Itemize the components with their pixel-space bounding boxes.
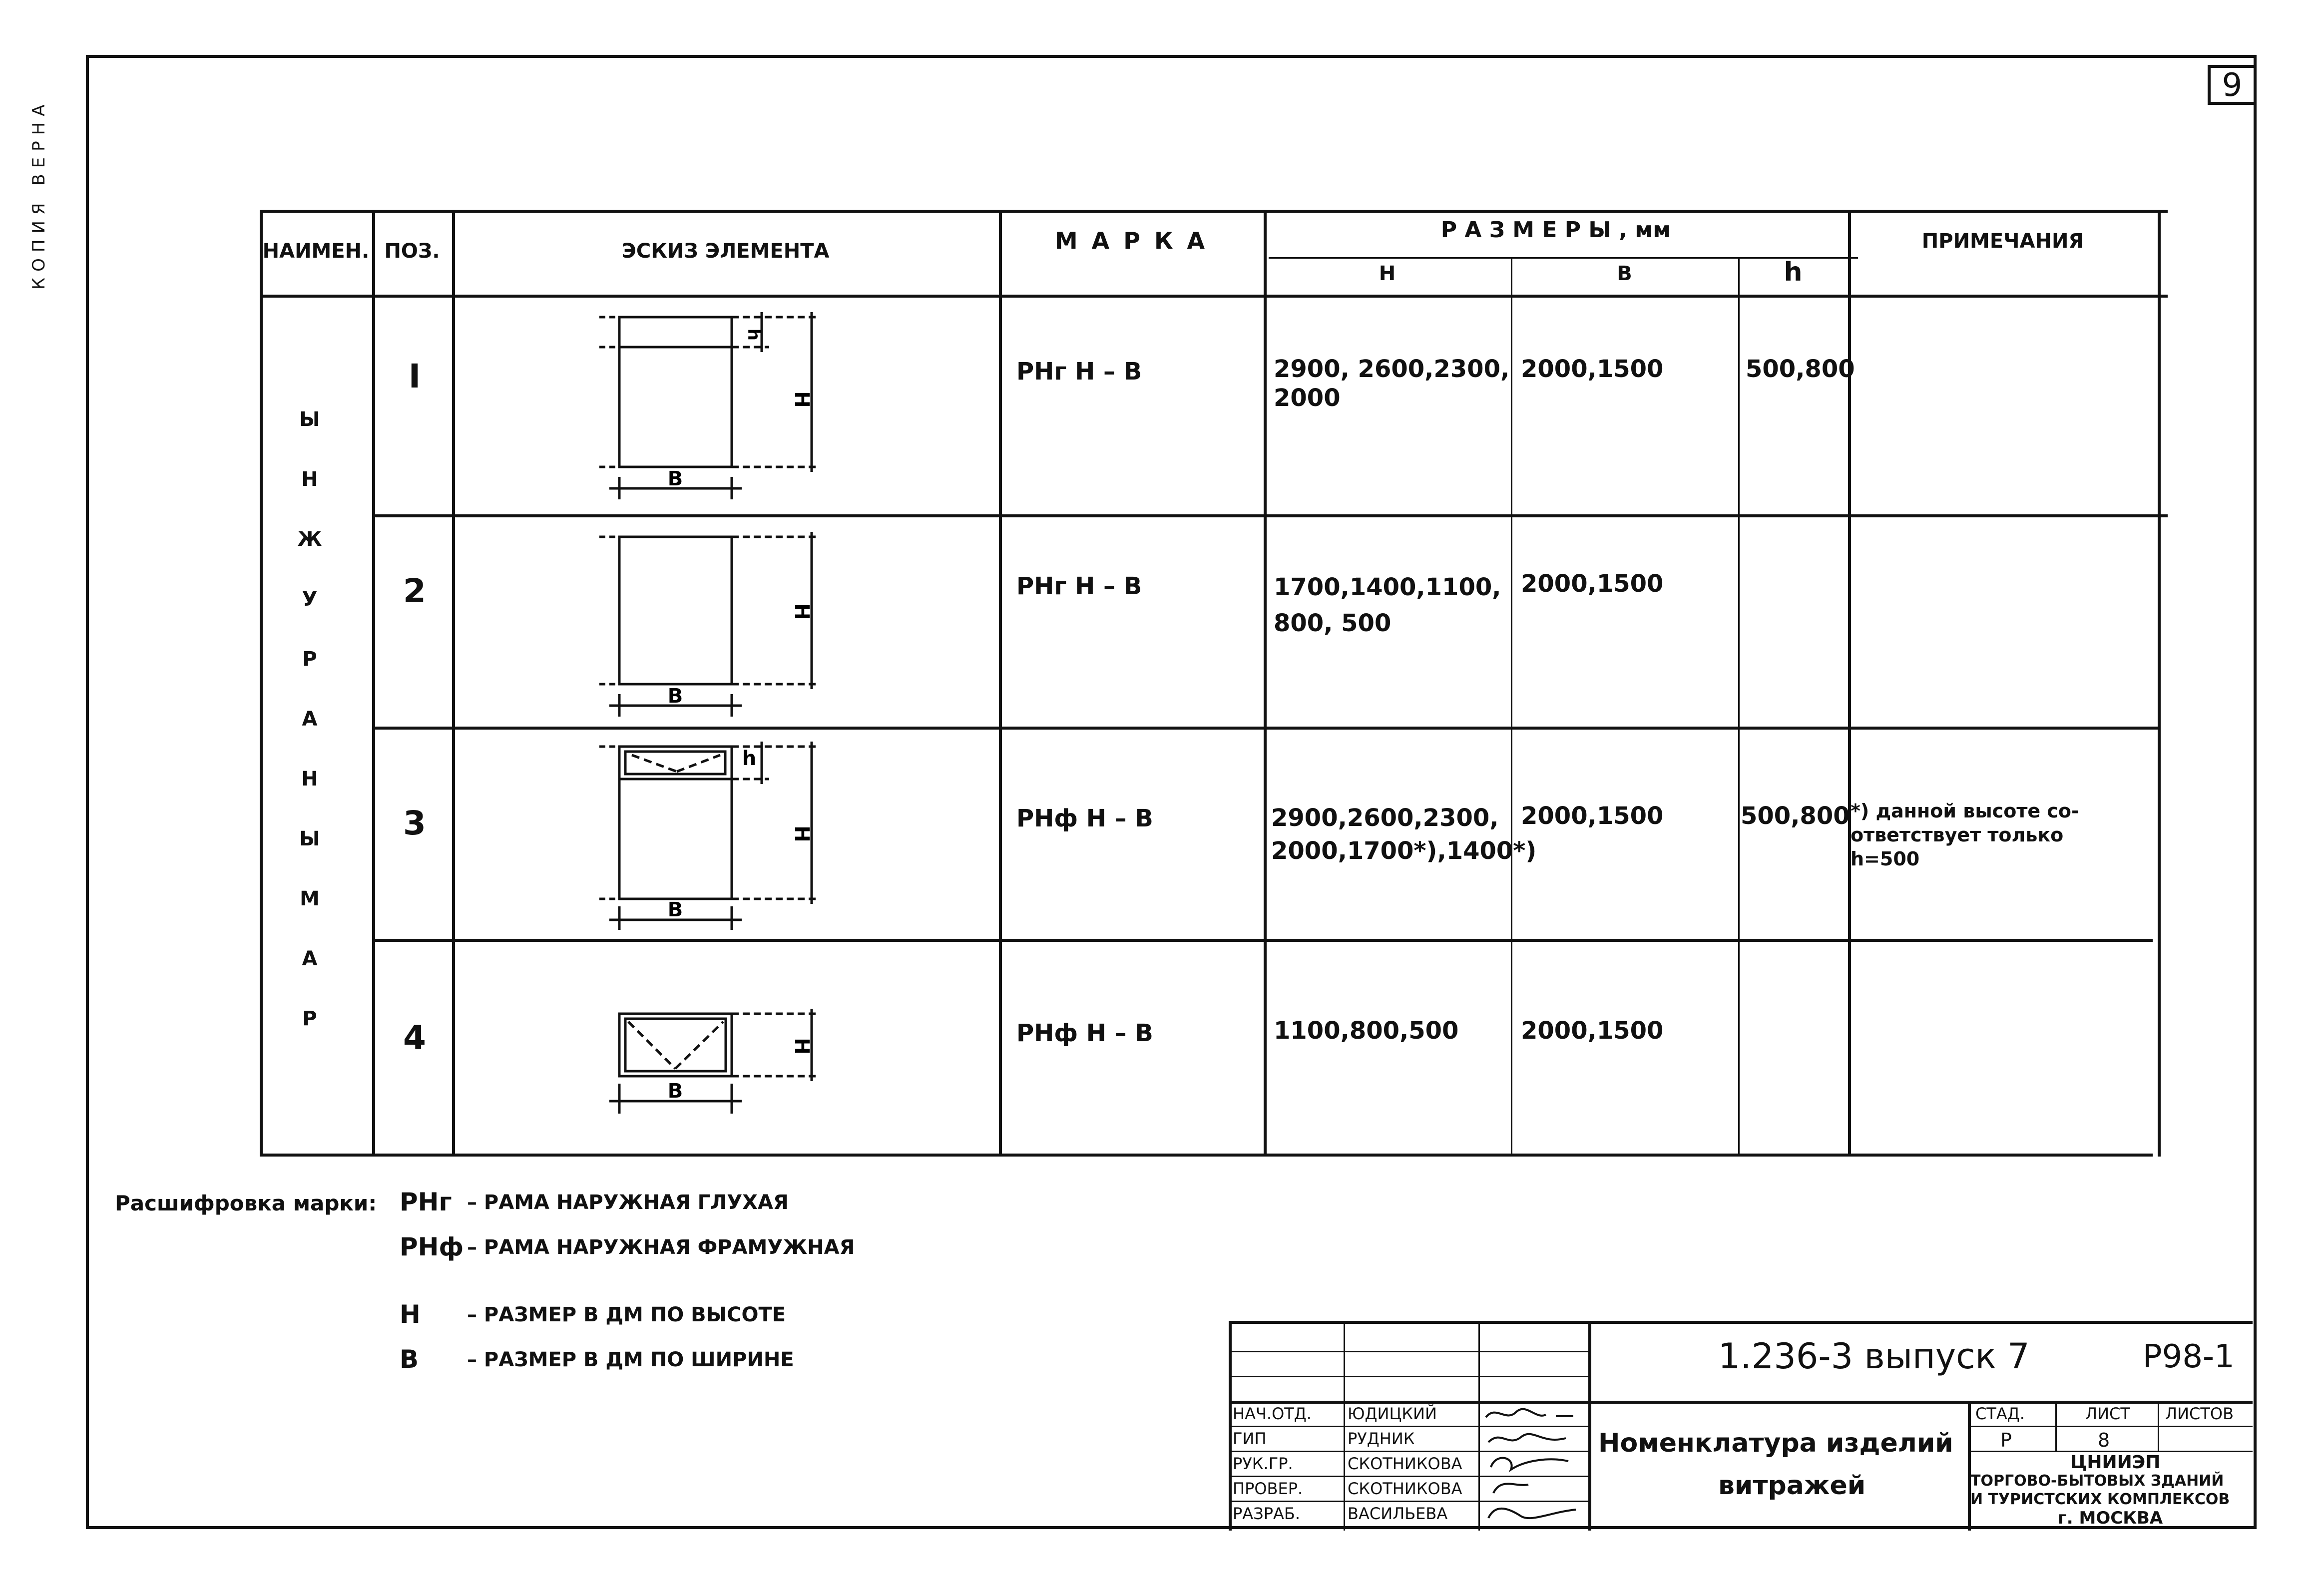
tb-divider (1588, 1321, 1591, 1531)
group-label: Ы Н Ж У Р А Н Ы М А Р (297, 408, 322, 1030)
org-line3: И ТУРИСТСКИХ КОМПЛЕКСОВ (1970, 1491, 2230, 1508)
row-size-B: 2000,1500 (1521, 1017, 1664, 1045)
doc-title-line1: Номенклатура изделий (1598, 1428, 1953, 1458)
tb-top-border (1229, 1321, 2253, 1324)
row-mark: РНф Н – В (1016, 1019, 1153, 1047)
svg-text:В: В (667, 467, 683, 490)
sketch-frame-2 (589, 522, 839, 722)
sheet-code: Р98-1 (2143, 1338, 2235, 1375)
row-divider (372, 514, 2168, 517)
col-divider (1738, 257, 1740, 1156)
tb-person: СКОТНИКОВА (1348, 1479, 1462, 1498)
tb-role: ПРОВЕР. (1233, 1479, 1303, 1498)
sheet-label: ЛИСТ (2085, 1404, 2130, 1423)
header-mark: М А Р К А (1054, 227, 1208, 254)
tb-divider (1968, 1401, 1971, 1531)
header-sizes: Р А З М Е Р Ы , мм (1440, 217, 1671, 243)
sketch-frame-1 (589, 305, 839, 509)
tb-role: ГИП (1233, 1429, 1267, 1448)
sheet-number: 9 (2208, 65, 2257, 105)
tb-person: ЮДИЦКИЙ (1348, 1404, 1437, 1423)
doc-title-line2: витражей (1718, 1471, 1866, 1501)
col-divider (452, 210, 455, 1157)
sketch-frame-3 (589, 734, 839, 934)
row-size-h: 500,800 (1746, 355, 1855, 383)
row-size-B: 2000,1500 (1521, 355, 1664, 383)
tb-role: НАЧ.ОТД. (1233, 1404, 1312, 1423)
svg-text:В: В (667, 898, 683, 921)
row-size-H: 2900,2600,2300, 2000,1700*),1400*) (1271, 804, 1537, 865)
row-size-B: 2000,1500 (1521, 570, 1664, 598)
org-line2: ТОРГОВО-БЫТОВЫХ ЗДАНИЙ (1970, 1472, 2224, 1490)
tb-role: РУК.ГР. (1233, 1454, 1293, 1473)
row-pos: I (408, 357, 421, 396)
legend-key: РНг (400, 1188, 452, 1216)
legend-key: Н (400, 1300, 421, 1329)
header-notes: ПРИМЕЧАНИЯ (1921, 230, 2084, 253)
tb-person: ВАСИЛЬЕВА (1348, 1504, 1448, 1523)
tb-mid-border (1229, 1401, 2253, 1404)
legend-text: – РАЗМЕР В ДМ ПО ВЫСОТЕ (467, 1303, 786, 1326)
svg-text:h: h (744, 328, 764, 341)
row-size-H: 1100,800,500 (1274, 1017, 1459, 1045)
row-mark: РНг Н – В (1016, 358, 1142, 386)
header-size-B: В (1617, 262, 1632, 285)
svg-text:h: h (742, 747, 757, 770)
header-bottom-border (260, 295, 2168, 298)
header-pos: ПОЗ. (384, 240, 440, 263)
stage-label: СТАД. (1975, 1404, 2025, 1423)
tb-row-line (1968, 1426, 2253, 1427)
col-divider (1848, 210, 1851, 1157)
legend-text: – РАМА НАРУЖНАЯ ФРАМУЖНАЯ (467, 1236, 855, 1259)
table-top-border (260, 210, 2168, 213)
tb-person: РУДНИК (1348, 1429, 1415, 1448)
legend-text: – РАМА НАРУЖНАЯ ГЛУХАЯ (467, 1191, 789, 1214)
copy-verified-label: КОПИЯ ВЕРНА (29, 98, 49, 290)
svg-text:Н: Н (790, 825, 813, 842)
row-size-H: 1700,1400,1100, 800, 500 (1274, 573, 1501, 637)
svg-text:Н: Н (790, 1038, 813, 1055)
sketch-frame-4 (589, 994, 839, 1124)
legend-key: РНф (400, 1232, 464, 1261)
sheets-label: ЛИСТОВ (2165, 1404, 2234, 1423)
row-pos: 3 (403, 804, 426, 842)
legend-title: Расшифровка марки: (115, 1191, 377, 1215)
row-mark: РНф Н – В (1016, 804, 1153, 832)
legend-text: – РАЗМЕР В ДМ ПО ШИРИНЕ (467, 1348, 794, 1371)
row-divider (372, 939, 2153, 942)
doc-code: 1.236-3 выпуск 7 (1718, 1336, 2030, 1377)
header-size-H: Н (1379, 262, 1396, 285)
tb-divider (2158, 1401, 2159, 1451)
header-name: НАИМЕН. (262, 240, 370, 263)
svg-text:В: В (667, 1080, 683, 1103)
table-left-border (260, 210, 263, 1157)
col-divider (999, 210, 1002, 1157)
tb-role: РАЗРАБ. (1233, 1504, 1301, 1523)
svg-text:Н: Н (790, 603, 813, 620)
row-size-h: 500,800 (1741, 802, 1850, 830)
tb-person: СКОТНИКОВА (1348, 1454, 1462, 1473)
row-pos: 4 (403, 1019, 426, 1057)
table-right-border (2158, 210, 2161, 1157)
row-pos: 2 (403, 572, 426, 610)
col-divider (372, 210, 375, 1157)
header-size-h: h (1784, 257, 1803, 287)
org-line4: г. МОСКВА (2058, 1508, 2163, 1528)
org-line1: ЦНИИЭП (2070, 1452, 2161, 1473)
row-mark: РНг Н – В (1016, 572, 1142, 600)
col-divider (1511, 257, 1512, 1156)
tb-divider (2055, 1401, 2057, 1451)
svg-text:В: В (667, 685, 683, 708)
sheet-value: 8 (2098, 1429, 2110, 1451)
table-bottom-border (260, 1154, 2153, 1157)
stage-value: Р (2000, 1429, 2012, 1451)
header-sketch: ЭСКИЗ ЭЛЕМЕНТА (621, 240, 830, 263)
row-size-H: 2900, 2600,2300, 2000 (1274, 355, 1510, 412)
tb-row-line (1229, 1351, 1588, 1352)
col-divider (1264, 210, 1267, 1157)
svg-text:Н: Н (790, 391, 813, 408)
legend-key: В (400, 1345, 419, 1374)
row-note: *) данной высоте со- ответствует только h=500 (1851, 800, 2079, 870)
tb-row-line (1229, 1376, 1588, 1377)
row-size-B: 2000,1500 (1521, 802, 1664, 830)
signatures (1481, 1402, 1586, 1527)
